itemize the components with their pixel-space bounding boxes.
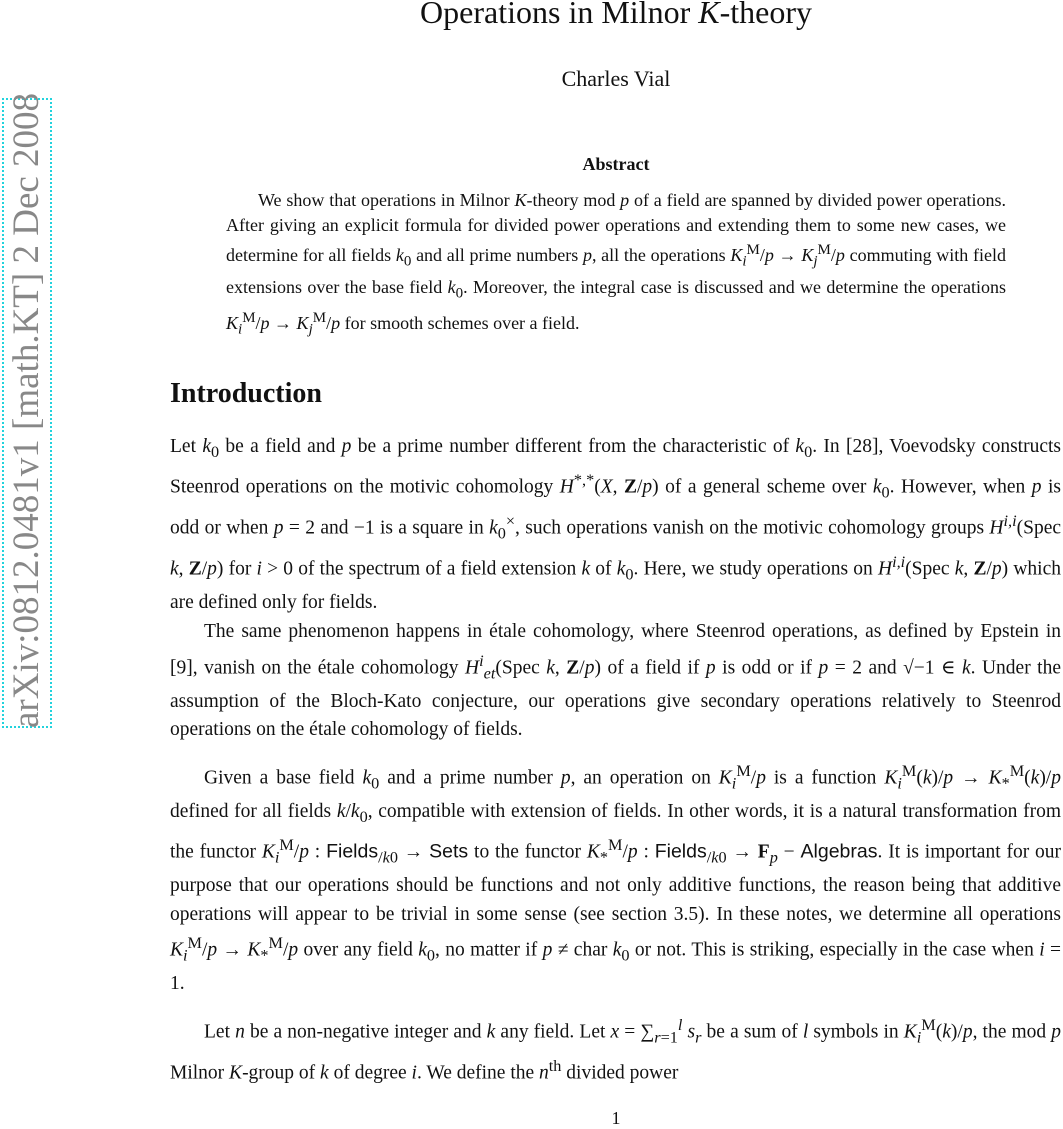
abstract-text: We show that operations in Milnor K-theory mod p of a field are spanned by divided power operations. After giving an explicit formula for divided power operations and extending them to some new cases, we determine for all fields $k_0$ and all prime numbers p, all the operations $K_i^M/p \to K_j^M/p$ commuting with field extensions over the base field $k_0$. Moreover, the integral case is discussed and we determine the operations $K_i^M/p \to K_j^M/p$ for smooth schemes over a field. <box>226 190 1007 338</box>
paragraph: Given a base field $k_0$ and a prime number p, an operation on $K_i^M/p$ is a function $K_i^M(k)/p \to K_*^M(k)/p$ defined for all fields $k/k_0$, compatible with extension of fields. In other words, it is a natural transformation from the functor $K_i^M/p$ : Fields$_{/k0}$ → Sets to the functor $K_*^M/p$ : Fields$_{/k0}$ → $F_p$ − Algebras. It is important for our purpose that our operations should be functions and not only additive functions, the reason being that additive operations will appear to be trivial in some sense (see section 3.5). In these notes, we determine all operations $K_i^M/p \to K_*^M/p$ over any field $k_0$, no matter if p ≠ char $k_0$ or not. This is striking, especially in the case when i = 1. <box>170 761 1062 995</box>
arxiv-stamp: arXiv:0812.0481v1 [math.KT] 2 Dec 2008 <box>6 92 47 728</box>
body-text <box>170 433 1061 1088</box>
paragraph: Let $k_0$ be a field and p be a prime number different from the characteristic of $k_0$. In [28], Voevodsky constructs Steenrod operations on the motivic cohomology H*,*(X, Z/p) of a general scheme over $k_0$. However, when p is odd or when p = 2 and −1 is a square in $k_0^\times$, such operations vanish on the motivic cohomology groups H$^{i,i}$(Spec k, Z/p) for i > 0 of the spectrum of a field extension k of $k_0$. Here, we study operations on H$^{i,i}$(Spec k, Z/p) which are defined only for fields. <box>170 436 1062 614</box>
paper-title: Operations in Milnor K-theory <box>420 0 812 30</box>
paragraph: Let n be a non-negative integer and k any field. Let $x = \sum_{r=1}^l$ $s_r$ be a sum of l symbols in $K_i^M(k)/p$, the mod p Milnor K-group of k of degree i. We define the $n^{th}$ divided power <box>170 1016 1062 1084</box>
paragraph: The same phenomenon happens in étale cohomology, where Steenrod operations, as defined by Epstein in [9], vanish on the étale cohomology $H^i_{et}(Spec$ k, Z/p) of a field if p is odd or if p = 2 and √−1 ∈ k. Under the assumption of the Bloch-Kato conjecture, our operations give secondary operations relatively to Steenrod operations on the étale cohomology of fields. <box>170 621 1061 741</box>
abstract-heading: Abstract <box>582 154 650 174</box>
page-number: 1 <box>611 1108 621 1128</box>
section-heading: Introduction <box>170 378 322 409</box>
author: Charles Vial <box>561 66 671 91</box>
